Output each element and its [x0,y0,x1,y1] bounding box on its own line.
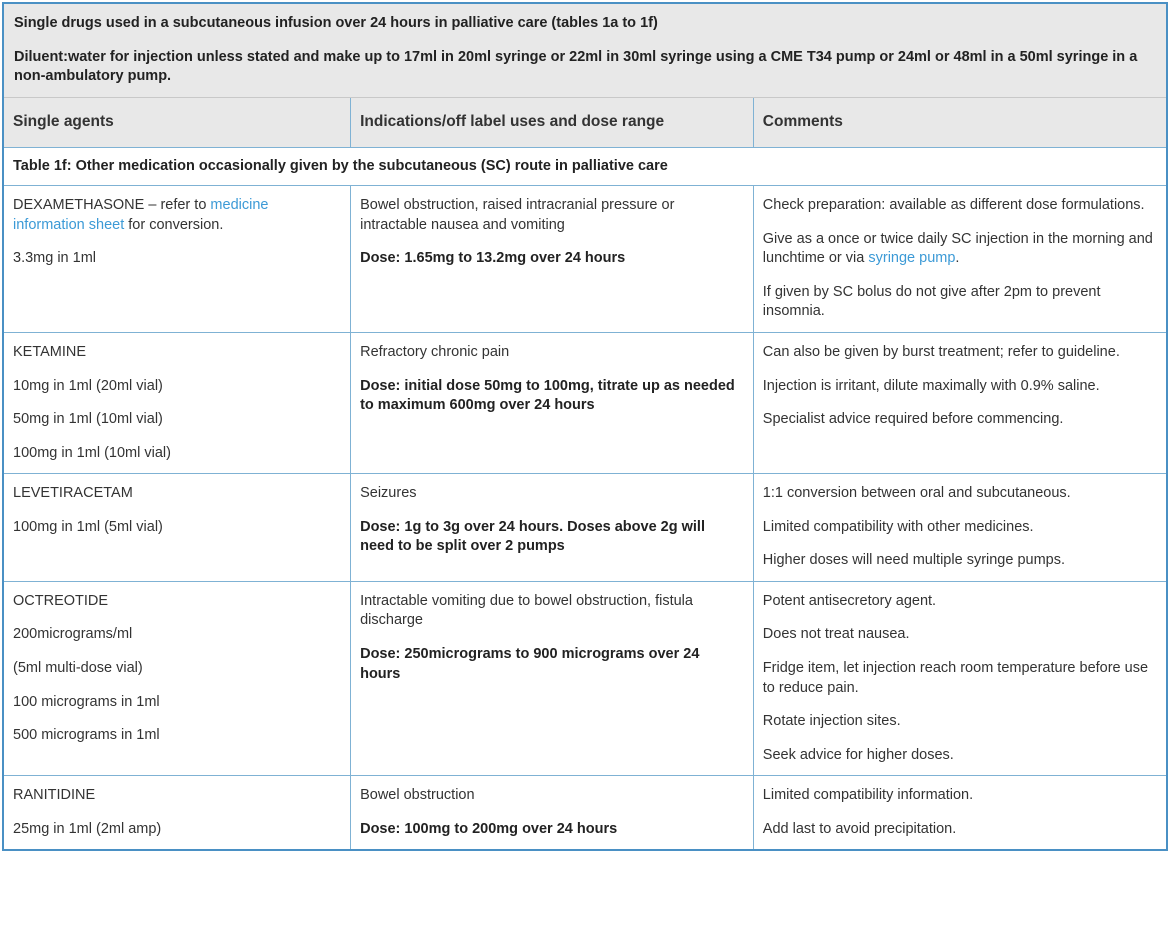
indication-cell [351,776,754,851]
indication-cell [351,474,754,582]
comments-cell [753,332,1167,473]
agent-name: OCTREOTIDE [13,592,109,609]
comment-item: Limited compatibility information. [762,787,974,804]
comment-item: Potent antisecretory agent. [762,592,937,609]
agent-strength: 3.3mg in 1ml [13,250,97,267]
indication-cell [351,186,754,333]
agent-strength: 10mg in 1ml (20ml vial) [13,377,163,394]
agent-name-text: DEXAMETHASONE – refer to [13,197,211,214]
table-row [3,776,1167,851]
dose-text: Dose: 250micrograms to 900 micrograms over 24 hours [360,646,700,682]
dose-text: Dose: 100mg to 200mg over 24 hours [360,820,618,837]
comment-item: Add last to avoid precipitation. [762,820,957,837]
agent-cell [3,474,351,582]
agent-strength: 50mg in 1ml (10ml vial) [13,411,163,428]
agent-name [13,196,340,235]
table-row [3,332,1167,473]
column-header-row [3,97,1167,147]
table-title-row [3,3,1167,97]
dose-text: Dose: 1g to 3g over 24 hours. Doses above 2g will need to be split over 2 pumps [360,518,705,555]
comments-cell [753,186,1167,333]
agent-strength: 100mg in 1ml (10ml vial) [13,444,171,461]
comment-pre: Give as a once or twice daily SC injection in the morning and lunchtime or via [762,230,1153,267]
comment-item: If given by SC bolus do not give after 2pm to prevent insomnia. [762,283,1101,320]
comments-cell [753,474,1167,582]
section-header-row [3,147,1167,186]
agent-cell [3,332,351,473]
comment-item: 1:1 conversion between oral and subcutaneous. [762,485,1071,502]
comment-item: Rotate injection sites. [762,713,901,730]
table-row [3,474,1167,582]
comment-item: Can also be given by burst treatment; refer to guideline. [762,343,1120,360]
comment-item: Specialist advice required before commencing. [762,411,1064,428]
comment-item: Does not treat nausea. [762,626,910,643]
agent-name: LEVETIRACETAM [13,485,133,502]
column-header-comments: Comments [753,97,1167,147]
table-title-cell [3,3,1167,97]
dose-text: Dose: 1.65mg to 13.2mg over 24 hours [360,250,626,267]
indication-text: Bowel obstruction [360,787,475,804]
agent-strength: 200micrograms/ml [13,626,133,643]
indication-text: Bowel obstruction, raised intracranial pressure or intractable nausea and vomiting [360,197,675,233]
indication-cell [351,581,754,775]
indication-text: Refractory chronic pain [360,343,510,360]
agent-strength: 25mg in 1ml (2ml amp) [13,820,162,837]
comment-item: Higher doses will need multiple syringe pumps. [762,552,1066,569]
comment-item [763,230,1156,269]
table-title: Single drugs used in a subcutaneous infusion over 24 hours in palliative care (tables 1a to 1f) [14,15,658,31]
comment-item: Fridge item, let injection reach room temperature before use to reduce pain. [762,660,1149,696]
agent-name-tail: for conversion. [124,216,224,233]
comment-item: Check preparation: available as different dose formulations. [762,197,1145,214]
dose-text: Dose: initial dose 50mg to 100mg, titrate up as needed to maximum 600mg over 24 hours [360,377,735,414]
indication-text: Seizures [360,485,417,502]
column-header-agents: Single agents [3,97,351,147]
agent-cell [3,186,351,333]
agent-strength: 100 micrograms in 1ml [13,693,160,710]
agent-strength: 500 micrograms in 1ml [13,727,160,744]
palliative-care-drug-table [2,2,1168,851]
agent-name: RANITIDINE [13,787,96,804]
comment-item: Seek advice for higher doses. [762,746,954,763]
comment-item: Limited compatibility with other medicines. [762,518,1034,535]
comment-post: . [955,250,960,267]
agent-cell [3,581,351,775]
comment-item: Injection is irritant, dilute maximally with 0.9% saline. [762,377,1100,394]
diluent-note: Diluent:water for injection unless stated and make up to 17ml in 20ml syringe or 22ml in 30ml syringe using a CME T34 pump or 24ml or 48ml in a 50ml syringe in a non-ambulatory pump. [14,48,1138,85]
section-title: Table 1f: Other medication occasionally given by the subcutaneous (SC) route in palliative care [3,147,1167,186]
indication-text: Intractable vomiting due to bowel obstruction, fistula discharge [360,592,693,629]
table-row [3,186,1167,333]
column-header-indications: Indications/off label uses and dose range [351,97,754,147]
agent-cell [3,776,351,851]
medicine-information-sheet-link[interactable]: medicine information sheet [13,197,269,233]
indication-cell [351,332,754,473]
table-row [3,581,1167,775]
agent-strength: 100mg in 1ml (5ml vial) [13,518,163,535]
agent-name: KETAMINE [13,343,87,360]
comments-cell [753,776,1167,851]
agent-strength: (5ml multi-dose vial) [13,660,143,677]
comments-cell [753,581,1167,775]
syringe-pump-link[interactable]: syringe pump [868,250,956,267]
